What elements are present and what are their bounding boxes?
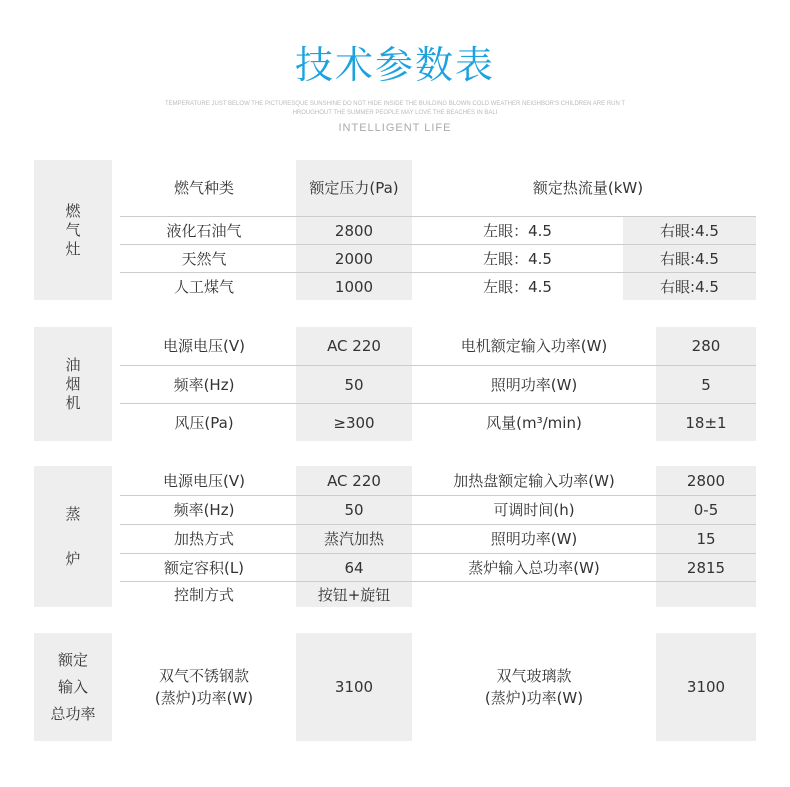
stainless-model-label: 双气不锈钢款 (蒸炉)功率(W) [154,667,254,707]
spec-value-cell: 0-5 [693,501,719,519]
range-hood-section [34,327,756,441]
spec-label-cell: 照明功率(W) [490,375,578,394]
steamer-section [34,466,756,607]
spec-value-cell: 64 [344,558,364,577]
spec-label-cell: 加热方式 [173,530,234,548]
left-burner-cell: 左眼：4.5 [483,249,552,268]
spec-label-cell: 电源电压(V) [163,337,245,355]
spec-label-cell: 可调时间(h) [493,501,575,519]
decorative-tagline-line2: HROUGHOUT THE SUMMER PEOPLE MAY LOVE THE BEACHES IN BALI [292,110,498,116]
spec-value-cell: 2815 [686,558,726,577]
spec-label-cell: 频率(Hz) [173,375,235,394]
gas-stove-section [34,160,756,300]
spec-value-cell: 15 [696,530,716,548]
spec-value-cell: 280 [691,337,721,355]
spec-label-cell: 蒸炉输入总功率(W) [468,558,600,577]
spec-label-cell: 电源电压(V) [163,471,245,490]
stainless-model-power: 3100 [334,678,374,696]
spec-label-cell: 额定容积(L) [163,558,245,577]
pressure-cell: 2800 [334,221,374,240]
spec-label-cell: 照明功率(W) [490,530,578,548]
spec-label-cell: 控制方式 [173,585,234,604]
page-title: 技术参数表 [294,43,495,87]
gas-type-cell: 液化石油气 [166,221,242,240]
spec-label-cell: 加热盘额定输入功率(W) [453,471,615,490]
spec-label-cell: 风压(Pa) [174,413,234,432]
spec-value-cell: 2800 [686,471,726,490]
spec-value-cell: 50 [344,501,364,519]
page-subtitle: INTELLIGENT LIFE [338,122,452,134]
gas-stove-label: 燃 气 灶 [34,160,112,300]
right-burner-cell: 右眼:4.5 [660,277,719,296]
spec-value-cell: AC 220 [327,471,381,490]
gas-type-header: 燃气种类 [173,179,234,197]
spec-value-cell: 18±1 [685,413,727,432]
spec-value-cell: 蒸汽加热 [323,530,384,548]
spec-value-cell [656,582,756,607]
total-power-section [34,633,756,741]
total-power-label: 额定 输入 总功率 [34,633,112,741]
heat-flow-header: 额定热流量(kW) [532,179,644,197]
spec-value-cell: 5 [701,375,711,394]
left-burner-cell: 左眼：4.5 [483,221,552,240]
spec-label-cell: 电机额定输入功率(W) [460,337,608,355]
spec-value-cell: AC 220 [327,337,381,355]
decorative-tagline-line1: TEMPERATURE JUST BELOW THE PICTURESQUE SUNSHINE DO NOT HIDE INSIDE THE BUILDING BLOWN COLD WEATHER NEIGHBOR'S CHILDREN ARE RUN T [164,101,626,107]
glass-model-label: 双气玻璃款 (蒸炉)功率(W) [484,667,584,707]
left-burner-cell: 左眼：4.5 [483,277,552,296]
glass-model-power: 3100 [686,678,726,696]
spec-value-cell: 按钮+旋钮 [317,585,391,604]
spec-value-cell: ≥300 [333,413,375,432]
gas-type-cell: 天然气 [181,249,227,268]
pressure-header: 额定压力(Pa) [309,179,399,197]
spec-label-cell: 风量(m³/min) [486,413,582,432]
spec-label-cell: 频率(Hz) [173,501,235,519]
steamer-label: 蒸 炉 [34,466,112,607]
right-burner-cell: 右眼:4.5 [660,249,719,268]
pressure-cell: 1000 [334,277,374,296]
range-hood-label: 油 烟 机 [34,327,112,441]
gas-type-cell: 人工煤气 [173,277,234,296]
spec-value-cell: 50 [344,375,364,394]
pressure-cell: 2000 [334,249,374,268]
spec-label-cell [420,582,648,607]
right-burner-cell: 右眼:4.5 [660,221,719,240]
